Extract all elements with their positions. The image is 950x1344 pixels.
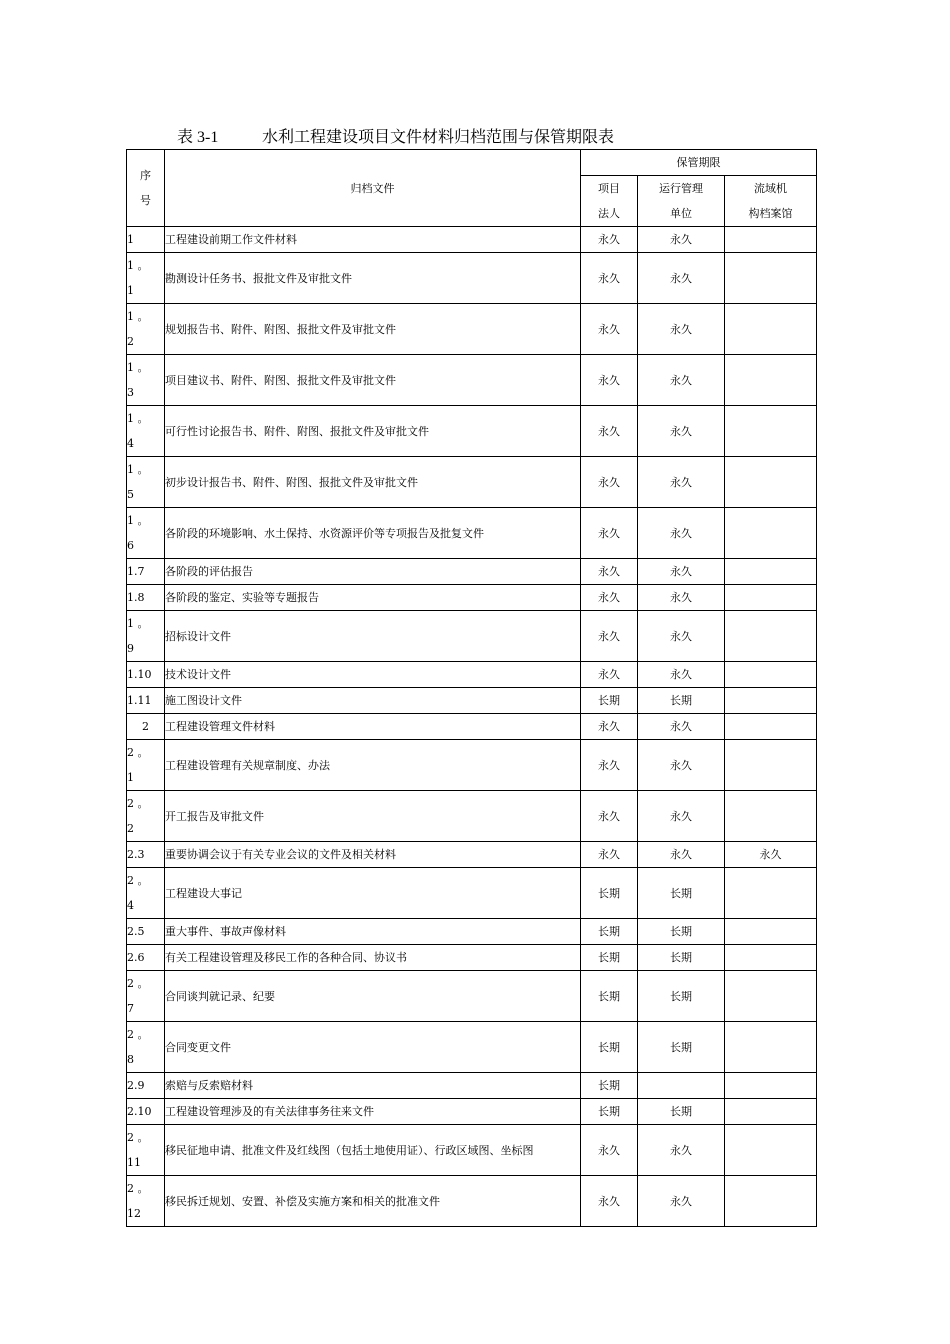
- row-period-project-owner: 长期: [581, 971, 638, 1022]
- row-period-project-owner: 永久: [581, 585, 638, 611]
- row-period-operator: 永久: [638, 227, 725, 253]
- row-period-operator: 永久: [638, 355, 725, 406]
- row-period-basin-archive: [725, 1099, 817, 1125]
- row-period-project-owner: 永久: [581, 304, 638, 355]
- row-period-basin-archive: [725, 791, 817, 842]
- row-file-name: 开工报告及审批文件: [165, 791, 581, 842]
- row-period-project-owner: 永久: [581, 355, 638, 406]
- row-period-project-owner: 永久: [581, 406, 638, 457]
- row-index: [127, 971, 165, 1022]
- row-index-line1: 1 。: [127, 463, 149, 476]
- row-period-project-owner: 长期: [581, 945, 638, 971]
- row-index-line1: 2 。: [127, 746, 149, 759]
- row-file-name: 初步设计报告书、附件、附图、报批文件及审批文件: [165, 457, 581, 508]
- row-period-basin-archive: [725, 1022, 817, 1073]
- row-period-basin-archive: [725, 945, 817, 971]
- row-index-line2: 5: [127, 488, 134, 501]
- row-period-project-owner: 长期: [581, 919, 638, 945]
- row-period-operator: 长期: [638, 868, 725, 919]
- row-period-basin-archive: [725, 662, 817, 688]
- row-index: [127, 406, 165, 457]
- row-index-line1: 1 。: [127, 412, 149, 425]
- row-period-basin-archive: 永久: [725, 842, 817, 868]
- row-period-operator: 永久: [638, 1125, 725, 1176]
- row-index-line1: 1.7: [127, 565, 145, 578]
- row-period-operator: 永久: [638, 740, 725, 791]
- row-file-name: 移民征地申请、批准文件及红线图（包括土地使用证）、行政区域图、坐标图: [165, 1125, 581, 1176]
- table-row: [127, 253, 817, 304]
- row-file-name: 各阶段的环境影响、水土保持、水资源评价等专项报告及批复文件: [165, 508, 581, 559]
- row-period-operator: 长期: [638, 688, 725, 714]
- row-index-line2: 11: [127, 1156, 141, 1169]
- row-index: [127, 227, 165, 253]
- row-period-operator: 永久: [638, 253, 725, 304]
- table-row: [127, 355, 817, 406]
- row-index: [127, 1099, 165, 1125]
- row-period-project-owner: 永久: [581, 791, 638, 842]
- row-index-line1: 2: [142, 720, 149, 733]
- row-index: [127, 559, 165, 585]
- row-file-name: 项目建议书、附件、附图、报批文件及审批文件: [165, 355, 581, 406]
- row-index: [127, 868, 165, 919]
- row-period-basin-archive: [725, 227, 817, 253]
- row-index: [127, 919, 165, 945]
- row-period-project-owner: 长期: [581, 868, 638, 919]
- row-period-basin-archive: [725, 1125, 817, 1176]
- table-row: [127, 406, 817, 457]
- header-col2-line1: 运行管理: [659, 182, 703, 195]
- row-period-basin-archive: [725, 457, 817, 508]
- row-file-name: 各阶段的评估报告: [165, 559, 581, 585]
- row-index-line1: 1 。: [127, 310, 149, 323]
- row-file-name: 移民拆迁规划、安置、补偿及实施方案和相关的批准文件: [165, 1176, 581, 1227]
- row-period-basin-archive: [725, 740, 817, 791]
- row-period-operator: 永久: [638, 662, 725, 688]
- row-index-line1: 1 。: [127, 617, 149, 630]
- row-index-line1: 1 。: [127, 514, 149, 527]
- row-period-project-owner: 永久: [581, 842, 638, 868]
- table-row: [127, 662, 817, 688]
- header-col-operator: [638, 176, 725, 227]
- row-index: [127, 1125, 165, 1176]
- table-row: [127, 868, 817, 919]
- row-index-line1: 2.3: [127, 848, 145, 861]
- row-index-line2: 4: [127, 437, 134, 450]
- row-index: [127, 714, 165, 740]
- row-index-line2: 1: [127, 284, 134, 297]
- row-period-basin-archive: [725, 971, 817, 1022]
- row-period-project-owner: 永久: [581, 457, 638, 508]
- row-index: [127, 740, 165, 791]
- table-row: [127, 1073, 817, 1099]
- row-index: [127, 585, 165, 611]
- row-index-line1: 1.8: [127, 591, 145, 604]
- row-index: [127, 611, 165, 662]
- row-index-line1: 2.5: [127, 925, 145, 938]
- table-row: [127, 971, 817, 1022]
- row-index-line1: 1.11: [127, 694, 152, 707]
- row-period-project-owner: 永久: [581, 1176, 638, 1227]
- row-index-line1: 2.10: [127, 1105, 152, 1118]
- row-index-line1: 2 。: [127, 977, 149, 990]
- header-col2-line2: 单位: [670, 207, 692, 220]
- row-period-project-owner: 永久: [581, 559, 638, 585]
- header-file: 归档文件: [165, 150, 581, 227]
- row-index-line1: 1 。: [127, 259, 149, 272]
- table-row: [127, 688, 817, 714]
- table-body: [127, 227, 817, 1227]
- row-index-line2: 3: [127, 386, 134, 399]
- table-row: [127, 740, 817, 791]
- row-file-name: 可行性讨论报告书、附件、附图、报批文件及审批文件: [165, 406, 581, 457]
- table-row: [127, 585, 817, 611]
- row-index: [127, 355, 165, 406]
- row-index-line1: 2.6: [127, 951, 145, 964]
- table-row: [127, 1022, 817, 1073]
- header-period: 保管期限: [581, 150, 817, 176]
- table-row: [127, 508, 817, 559]
- row-file-name: 重大事件、事故声像材料: [165, 919, 581, 945]
- row-file-name: 招标设计文件: [165, 611, 581, 662]
- table-row: [127, 1176, 817, 1227]
- row-index-line1: 2 。: [127, 874, 149, 887]
- table-row: [127, 1099, 817, 1125]
- row-period-basin-archive: [725, 1073, 817, 1099]
- row-index: [127, 688, 165, 714]
- row-index-line1: 1: [127, 233, 134, 246]
- row-index-line1: 1 。: [127, 361, 149, 374]
- row-period-operator: 永久: [638, 714, 725, 740]
- table-row: [127, 791, 817, 842]
- row-index-line2: 2: [127, 335, 134, 348]
- header-col-basin-archive: [725, 176, 817, 227]
- header-col1-line1: 项目: [598, 182, 620, 195]
- row-period-project-owner: 永久: [581, 740, 638, 791]
- row-period-basin-archive: [725, 1176, 817, 1227]
- table-caption: [0, 124, 950, 150]
- row-period-project-owner: 永久: [581, 662, 638, 688]
- row-period-project-owner: 长期: [581, 1099, 638, 1125]
- row-index: [127, 1176, 165, 1227]
- row-period-basin-archive: [725, 868, 817, 919]
- row-period-operator: 长期: [638, 1022, 725, 1073]
- row-period-basin-archive: [725, 585, 817, 611]
- row-index-line2: 9: [127, 642, 134, 655]
- header-seq: [127, 150, 165, 227]
- row-period-operator: 永久: [638, 611, 725, 662]
- table-row: [127, 1125, 817, 1176]
- row-period-basin-archive: [725, 559, 817, 585]
- header-seq-line2: 号: [140, 194, 151, 207]
- table-row: [127, 559, 817, 585]
- row-period-basin-archive: [725, 919, 817, 945]
- archive-period-table: [126, 149, 817, 1227]
- row-index-line1: 1.10: [127, 668, 152, 681]
- row-period-operator: 长期: [638, 971, 725, 1022]
- row-file-name: 工程建设管理涉及的有关法律事务往来文件: [165, 1099, 581, 1125]
- row-index-line1: 2 。: [127, 797, 149, 810]
- row-period-operator: 永久: [638, 842, 725, 868]
- row-index-line1: 2 。: [127, 1182, 149, 1195]
- row-index-line1: 2 。: [127, 1131, 149, 1144]
- row-index-line1: 2 。: [127, 1028, 149, 1041]
- row-period-operator: 永久: [638, 1176, 725, 1227]
- row-period-basin-archive: [725, 406, 817, 457]
- row-period-basin-archive: [725, 688, 817, 714]
- table-row: [127, 919, 817, 945]
- header-seq-line1: 序: [140, 169, 151, 182]
- row-index: [127, 1073, 165, 1099]
- table-row: [127, 611, 817, 662]
- header-col-project-owner: [581, 176, 638, 227]
- table-row: [127, 945, 817, 971]
- row-file-name: 工程建设管理有关规章制度、办法: [165, 740, 581, 791]
- row-period-operator: 永久: [638, 791, 725, 842]
- row-file-name: 规划报告书、附件、附图、报批文件及审批文件: [165, 304, 581, 355]
- row-period-project-owner: 永久: [581, 227, 638, 253]
- row-file-name: 工程建设管理文件材料: [165, 714, 581, 740]
- table-row: [127, 227, 817, 253]
- row-period-operator: 永久: [638, 508, 725, 559]
- row-period-basin-archive: [725, 253, 817, 304]
- row-index: [127, 1022, 165, 1073]
- row-file-name: 合同变更文件: [165, 1022, 581, 1073]
- header-col1-line2: 法人: [598, 207, 620, 220]
- row-period-project-owner: 永久: [581, 714, 638, 740]
- row-file-name: 各阶段的鉴定、实验等专题报告: [165, 585, 581, 611]
- row-file-name: 技术设计文件: [165, 662, 581, 688]
- header-col3-line2: 构档案馆: [748, 207, 793, 220]
- row-period-operator: 永久: [638, 304, 725, 355]
- row-index: [127, 662, 165, 688]
- row-period-project-owner: 永久: [581, 1125, 638, 1176]
- row-index-line2: 12: [127, 1207, 141, 1220]
- row-file-name: 施工图设计文件: [165, 688, 581, 714]
- row-file-name: 工程建设前期工作文件材料: [165, 227, 581, 253]
- row-file-name: 索赔与反索赔材料: [165, 1073, 581, 1099]
- row-index: [127, 791, 165, 842]
- row-period-basin-archive: [725, 304, 817, 355]
- row-file-name: 合同谈判就记录、纪要: [165, 971, 581, 1022]
- row-file-name: 重要协调会议于有关专业会议的文件及相关材料: [165, 842, 581, 868]
- row-period-basin-archive: [725, 714, 817, 740]
- table-row: [127, 714, 817, 740]
- row-index-line2: 2: [127, 822, 134, 835]
- row-file-name: 工程建设大事记: [165, 868, 581, 919]
- row-period-operator: [638, 1073, 725, 1099]
- row-index: [127, 457, 165, 508]
- row-period-operator: 长期: [638, 945, 725, 971]
- row-period-project-owner: 长期: [581, 1073, 638, 1099]
- row-index: [127, 253, 165, 304]
- row-index-line1: 2.9: [127, 1079, 145, 1092]
- header-col3-line1: 流域机: [754, 182, 787, 195]
- table-row: [127, 842, 817, 868]
- table-number: 表 3-1: [177, 129, 219, 146]
- row-period-project-owner: 永久: [581, 508, 638, 559]
- row-period-project-owner: 长期: [581, 688, 638, 714]
- row-period-operator: 永久: [638, 585, 725, 611]
- row-index: [127, 508, 165, 559]
- table-title: 水利工程建设项目文件材料归档范围与保管期限表: [262, 127, 615, 146]
- row-period-operator: 永久: [638, 406, 725, 457]
- row-period-project-owner: 永久: [581, 253, 638, 304]
- row-index-line2: 8: [127, 1053, 134, 1066]
- row-period-project-owner: 长期: [581, 1022, 638, 1073]
- row-period-basin-archive: [725, 508, 817, 559]
- row-index-line2: 6: [127, 539, 134, 552]
- row-file-name: 有关工程建设管理及移民工作的各种合同、协议书: [165, 945, 581, 971]
- row-file-name: 勘测设计任务书、报批文件及审批文件: [165, 253, 581, 304]
- row-index: [127, 945, 165, 971]
- table-row: [127, 304, 817, 355]
- row-period-operator: 长期: [638, 1099, 725, 1125]
- row-period-basin-archive: [725, 611, 817, 662]
- row-index-line2: 7: [127, 1002, 134, 1015]
- row-index: [127, 304, 165, 355]
- row-period-operator: 永久: [638, 457, 725, 508]
- row-index: [127, 842, 165, 868]
- row-index-line2: 1: [127, 771, 134, 784]
- row-period-operator: 长期: [638, 919, 725, 945]
- table-row: [127, 457, 817, 508]
- row-period-operator: 永久: [638, 559, 725, 585]
- row-period-project-owner: 永久: [581, 611, 638, 662]
- row-period-basin-archive: [725, 355, 817, 406]
- row-index-line2: 4: [127, 899, 134, 912]
